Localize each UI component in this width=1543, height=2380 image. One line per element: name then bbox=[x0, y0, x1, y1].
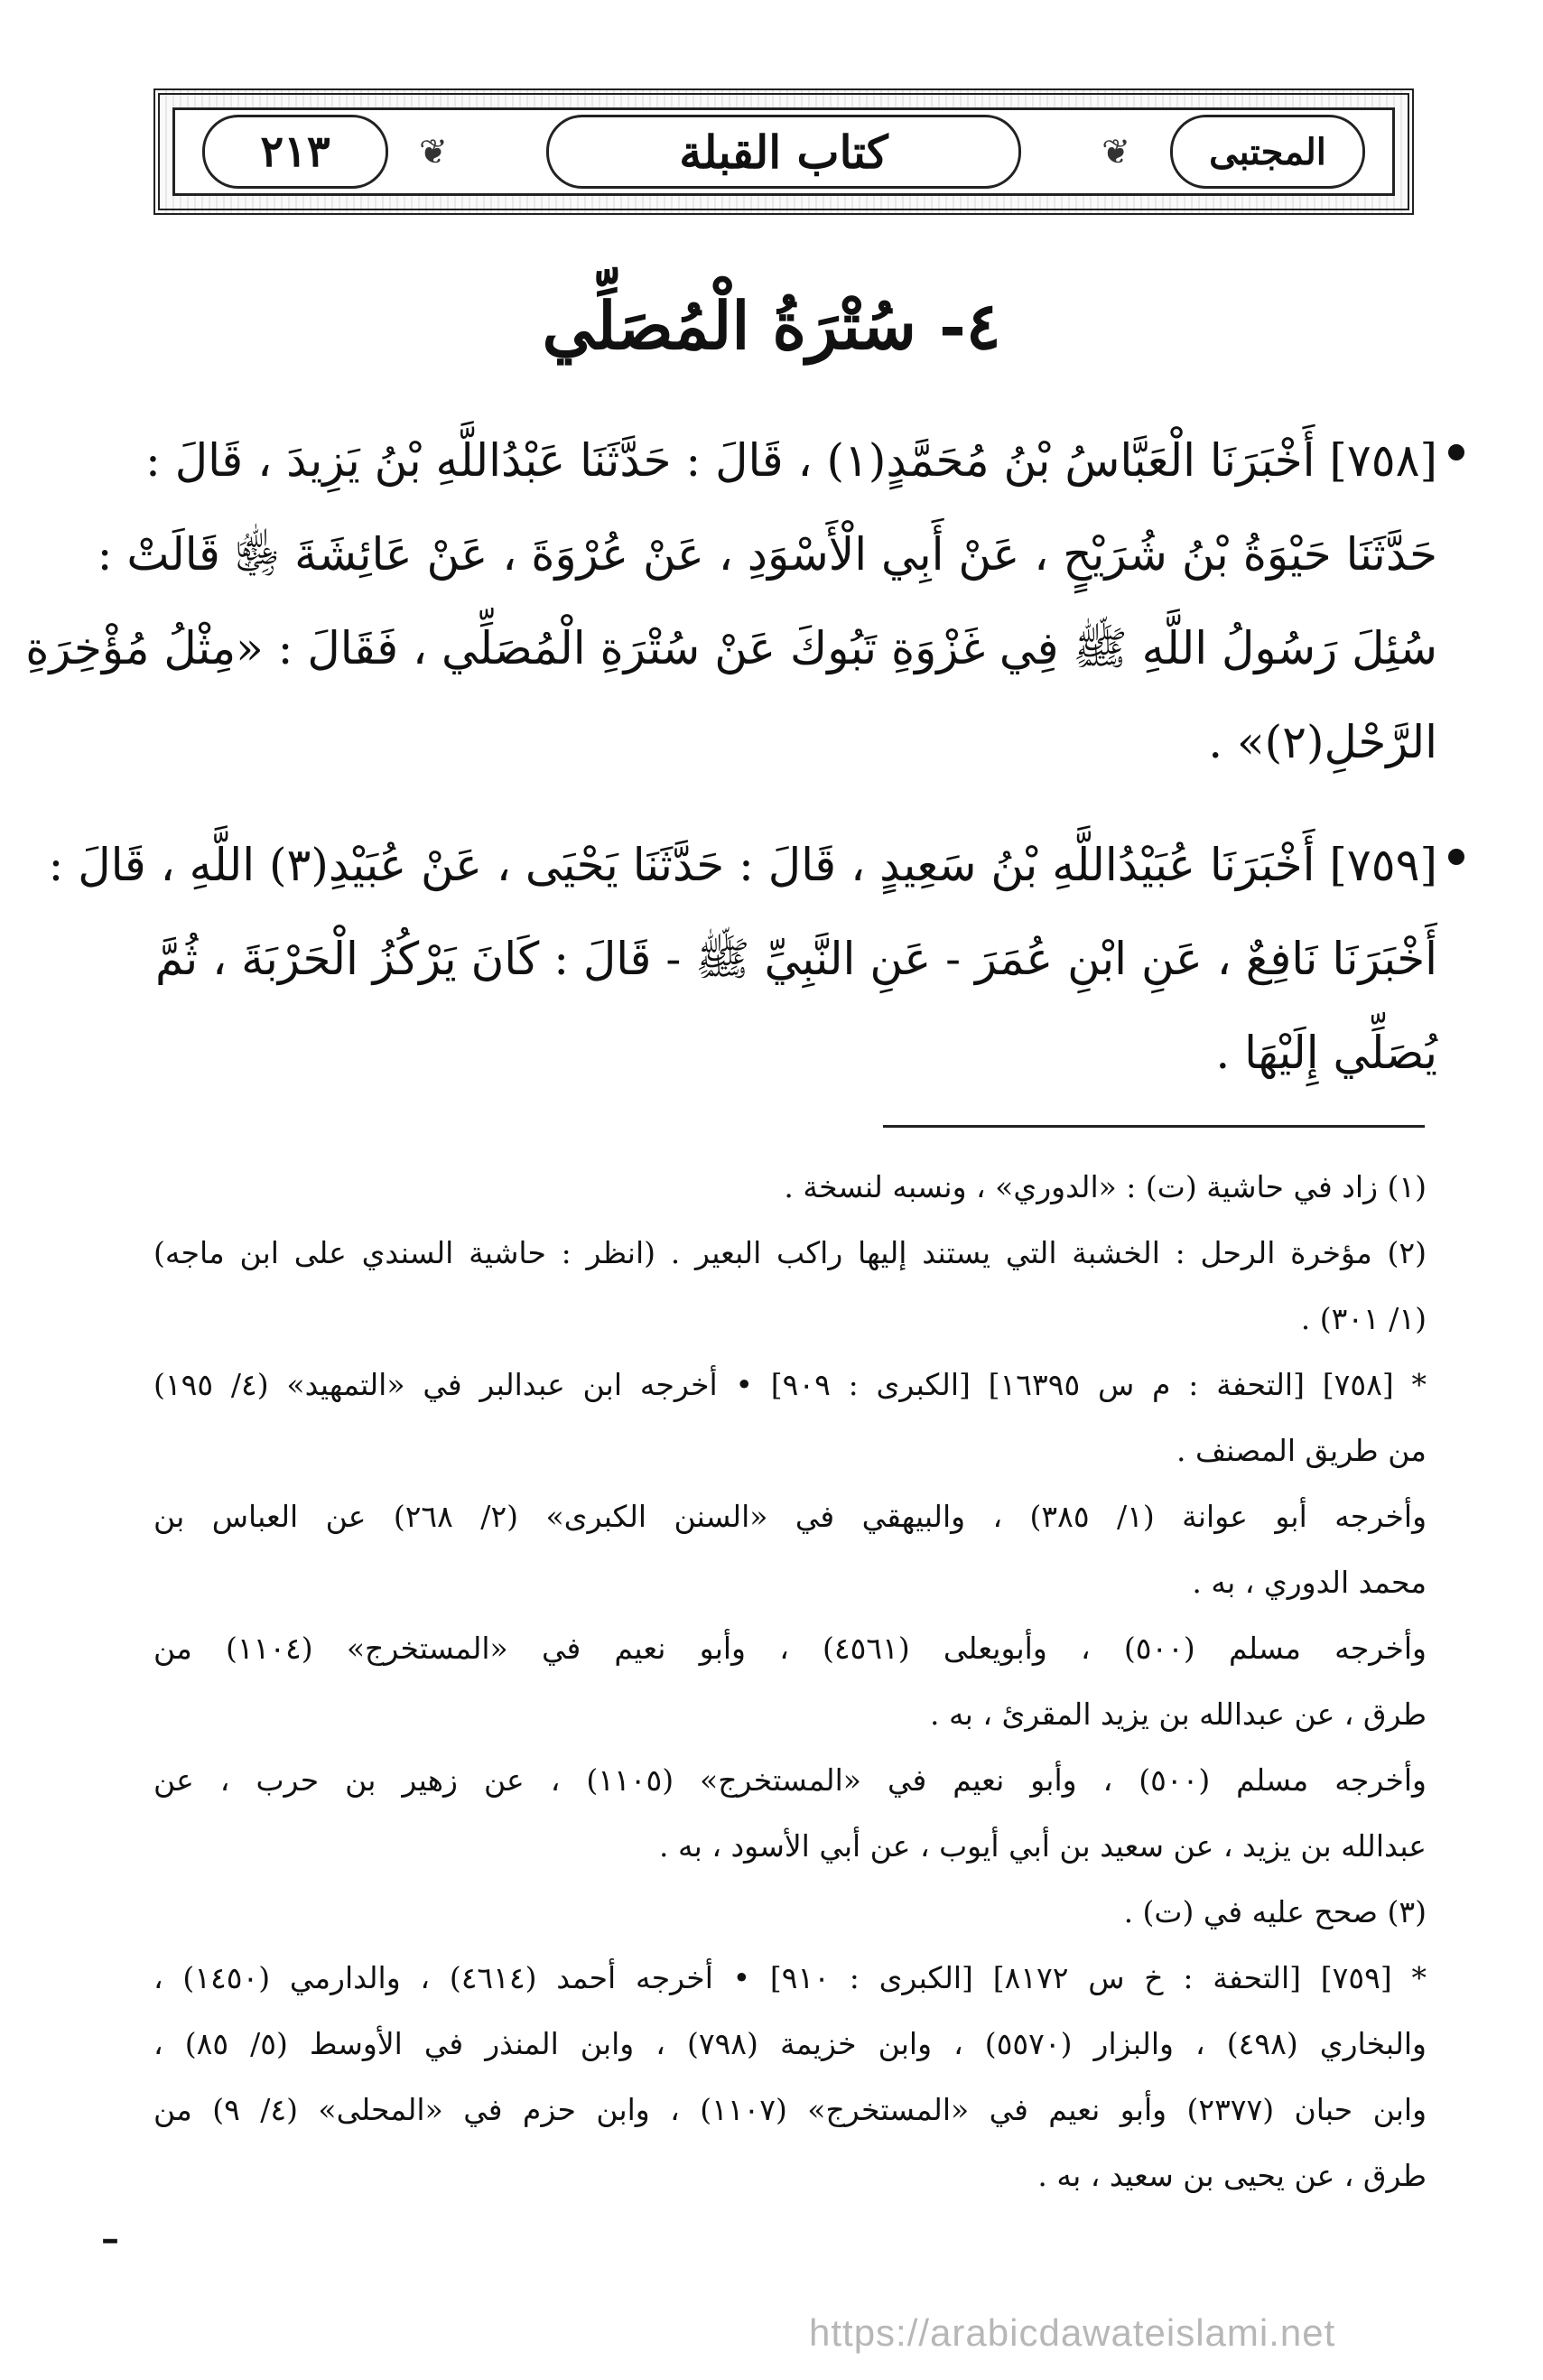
footnote-line: وابن حبان (٢٣٧٧) وأبو نعيم في «المستخرج» (١١٠٧) ، وابن حزم في «المحلى» (٤/ ٩) من bbox=[153, 2092, 1427, 2127]
footnote-line: * [٧٥٨] [التحفة : م س ١٦٣٩٥] [الكبرى : ٩٠٩] • أخرجه ابن عبدالبر في «التمهيد» (٤/ ١٩٥) bbox=[153, 1367, 1427, 1402]
hadith-line: [٧٥٩] أَخْبَرَنَا عُبَيْدُاللَّهِ بْنُ سَعِيدٍ ، قَالَ : حَدَّثَنَا يَحْيَى ، عَنْ عُبَيْدِ(٣) اللَّهِ ، قَالَ : bbox=[48, 839, 1437, 891]
footnote-line: والبخاري (٤٩٨) ، والبزار (٥٥٧٠) ، وابن خزيمة (٧٩٨) ، وابن المنذر في الأوسط (٥/ ٨٥) ، bbox=[153, 2026, 1427, 2061]
takhrij-758 bbox=[153, 1352, 1427, 1483]
footnote-line: وأخرجه أبو عوانة (١/ ٣٨٥) ، والبيهقي في «السنن الكبرى» (٢/ ٢٦٨) عن العباس بن bbox=[153, 1499, 1427, 1534]
hadith-758 bbox=[25, 414, 1437, 789]
footnote-2 bbox=[153, 1220, 1427, 1352]
footnote-line: طرق ، عن يحيى بن سعيد ، به . bbox=[1037, 2158, 1427, 2193]
takhrij-758-abu-awana bbox=[153, 1483, 1427, 1615]
footnote-line: وأخرجه مسلم (٥٠٠) ، وأبو نعيم في «المستخرج» (١١٠٥) ، عن زهير بن حرب ، عن bbox=[153, 1762, 1427, 1798]
hadith-line: يُصَلِّي إِلَيْهَا . bbox=[1215, 1027, 1437, 1079]
series-title: المجتبى bbox=[1170, 115, 1365, 189]
ornament-icon: ❦ bbox=[1101, 132, 1130, 172]
page-number: ٢١٣ bbox=[202, 115, 388, 189]
takhrij-759 bbox=[153, 1945, 1427, 2208]
takhrij-758-muslim-1 bbox=[153, 1615, 1427, 1747]
footnote-divider bbox=[883, 1125, 1425, 1128]
page-header bbox=[153, 88, 1414, 215]
footnote-line: طرق ، عن عبدالله بن يزيد المقرئ ، به . bbox=[929, 1697, 1427, 1732]
hadith-line: أَخْبَرَنَا نَافِعٌ ، عَنِ ابْنِ عُمَرَ - عَنِ النَّبِيِّ ﷺ - قَالَ : كَانَ يَرْكُزُ الْحَرْبَةَ ، ثُمَّ bbox=[155, 933, 1437, 985]
footnote-line: (٢) مؤخرة الرحل : الخشبة التي يستند إليها راكب البعير . (انظر : حاشية السندي على ابن ماجه) bbox=[153, 1235, 1427, 1270]
footnote-line: (١/ ٣٠١) . bbox=[1300, 1301, 1427, 1336]
hadith-759 bbox=[48, 818, 1437, 1100]
footnote-line: (٣) صحح عليه في (ت) . bbox=[1123, 1894, 1427, 1929]
hadith-line: [٧٥٨] أَخْبَرَنَا الْعَبَّاسُ بْنُ مُحَمَّدٍ(١) ، قَالَ : حَدَّثَنَا عَبْدُاللَّهِ بْنُ يَزِيدَ ، قَالَ : bbox=[145, 434, 1437, 487]
footnote-line: محمد الدوري ، به . bbox=[1192, 1565, 1427, 1600]
footnote-1 bbox=[153, 1154, 1427, 1220]
ornament-icon: ❦ bbox=[419, 132, 448, 172]
footnote-line: (١) زاد في حاشية (ت) : «الدوري» ، ونسبه لنسخة . bbox=[784, 1169, 1427, 1204]
bullet-icon bbox=[1448, 849, 1464, 865]
book-title: كتاب القبلة bbox=[546, 115, 1021, 189]
header-inner-frame bbox=[172, 107, 1395, 196]
footnote-line: وأخرجه مسلم (٥٠٠) ، وأبويعلى (٤٥٦١) ، وأبو نعيم في «المستخرج» (١١٠٤) من bbox=[153, 1631, 1427, 1666]
bullet-icon bbox=[1448, 444, 1464, 460]
footnotes bbox=[153, 1154, 1427, 2208]
takhrij-758-muslim-2 bbox=[153, 1747, 1427, 1879]
hadith-line: سُئِلَ رَسُولُ اللَّهِ ﷺ فِي غَزْوَةِ تَبُوكَ عَنْ سُتْرَةِ الْمُصَلِّي ، فَقَالَ : «مِثْلُ مُؤْخِرَةِ bbox=[25, 622, 1437, 674]
footnote-line: عبدالله بن يزيد ، عن سعيد بن أبي أيوب ، عن أبي الأسود ، به . bbox=[658, 1828, 1427, 1864]
footnote-line: * [٧٥٩] [التحفة : خ س ٨١٧٢] [الكبرى : ٩١٠] • أخرجه أحمد (٤٦١٤) ، والدارمي (١٤٥٠) ، bbox=[153, 1960, 1427, 1995]
footnote-line: من طريق المصنف . bbox=[1176, 1433, 1427, 1468]
footnote-3 bbox=[153, 1879, 1427, 1945]
chapter-title: ٤- سُتْرَةُ الْمُصَلِّي bbox=[542, 287, 1001, 364]
hadith-line: الرَّحْلِ(٢)» . bbox=[1208, 716, 1437, 768]
hadith-line: حَدَّثَنَا حَيْوَةُ بْنُ شُرَيْحٍ ، عَنْ أَبِي الْأَسْوَدِ ، عَنْ عُرْوَةَ ، عَنْ عَائِشَةَ ﵂ قَالَتْ : bbox=[97, 528, 1437, 581]
watermark-url: https://arabicdawateislami.net bbox=[809, 2311, 1336, 2354]
page-edge-mark: – bbox=[101, 2217, 119, 2260]
